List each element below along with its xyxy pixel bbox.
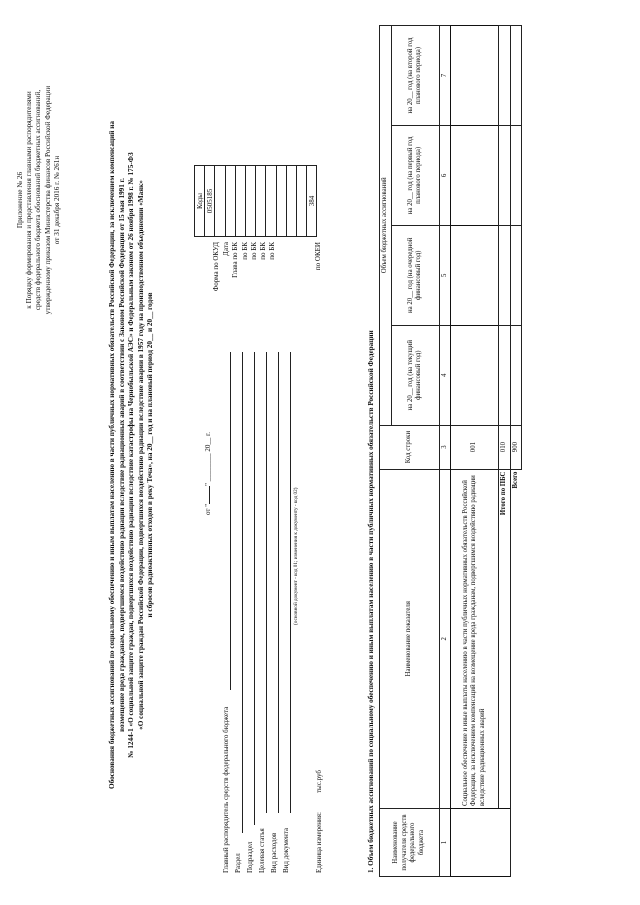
row-total-code: 900 [510,425,522,469]
codes-table [194,165,317,237]
row-total-pbs-value [499,26,511,126]
unit-label: Единица измерения: [315,812,323,873]
code-okei: 384 [307,166,317,237]
row-total-value [510,225,522,325]
field-target-item: Целевая статья [258,828,266,873]
label-bk: по БК [250,242,258,260]
cell-recipient [451,809,511,877]
field-document-type: Вид документа [282,827,290,873]
code-okud: 0505185 [205,166,215,237]
row-main-value [451,125,499,225]
label-bk: по БК [259,242,267,260]
code-bk [256,166,266,237]
date-prefix: от " [204,503,212,515]
row-total-value [510,325,522,425]
code-bk [266,166,276,237]
title-line: Обоснования бюджетных ассигнований по социальному обеспечению и иным выплатам населению в части публичных нормативных обязательств Российской Федерации, за исключением компенсаций на [108,121,116,789]
code-bk [245,166,255,237]
row-total-pbs-value [499,325,511,425]
field-line [290,352,291,813]
row-total-label: Всего [510,469,522,876]
row-main-value [451,26,499,126]
col-number: 6 [439,125,451,225]
row-total-value [510,26,522,126]
date-suffix: __ г. [204,431,212,445]
title-line: и сбросов радиоактивных отходов в реку Теча», на 20__ год и на плановый период 20__ и 20__ годов [146,292,155,618]
appendix-line: к Порядку формирования и представления главными распорядителями [25,91,34,309]
header-year-current: на 20__ год (на текущий финансовый год) [391,325,439,425]
header-code: Код строки [380,425,440,469]
unit-value: тыс.руб [315,770,323,793]
document-type-hint: (основной документ - код 01; изменения к документу - код 02) [293,487,299,625]
title-line: № 1244-1 «О социальной защите граждан, подвергшихся воздействию радиации вследствие катастрофы на Чернобыльской АЭС» и Федеральным законом от 26 ноября 1998 г. № 175-ФЗ [127,152,136,758]
label-okei: по ОКЕИ [314,242,322,271]
field-line [230,352,231,690]
label-bk: по БК [268,242,276,260]
row-main-code: 001 [451,425,499,469]
header-year-first: на 20__ год (на первый год планового периода) [391,125,439,225]
row-main-value [451,325,499,425]
col-number: 5 [439,225,451,325]
field-line [242,352,243,833]
row-total-pbs-value [499,125,511,225]
code-chapter [225,166,235,237]
label-date: Дата [222,242,230,256]
col-number: 2 [439,469,451,808]
header-volume: Объем бюджетных ассигнований [380,26,392,426]
field-expense-type: Вид расходов [270,832,278,873]
col-number: 1 [439,809,451,877]
field-line [266,352,267,813]
field-line [278,352,279,813]
label-chapter: Глава по БК [231,242,239,278]
field-section: Раздел [234,853,242,873]
appendix-line: от 31 декабря 2016 г. № 261н [52,155,61,245]
header-indicator: Наименование показателя [380,469,440,808]
date-line [204,432,212,515]
code-bk [235,166,245,237]
col-number: 4 [439,325,451,425]
field-main-manager: Главный распорядитель средств федерального бюджета [222,706,230,873]
codes-header: Коды [195,166,205,237]
appendix-line: Приложение № 26 [16,171,24,229]
code-empty [286,166,296,237]
code-empty [276,166,286,237]
document-title [108,30,156,880]
title-line: «О социальной защите граждан Российской Федерации, подвергшихся воздействию радиации вследствие аварии в 1957 году на производственном объединении «Маяк» [136,180,145,730]
row-main-label: Социальное обеспечение и иные выплаты населению в части публичных нормативных обязательств Российской Федерации, за исключением компенсаций на возмещение вреда гражданам, подвергшимся воздействию радиации вследствие радиационных аварий [451,469,499,808]
title-line: возмещение вреда гражданам, подвергшимся воздействию радиации вследствие радиационных аварий в соответствии с Законом Российской Федерации от 15 мая 1991 г. [117,178,126,732]
label-okud: Форма по ОКУД [212,242,220,292]
row-main-value [451,225,499,325]
header-year-next: на 20__ год (на очередной финансовый год) [391,225,439,325]
appendix-header [16,15,62,385]
code-date [215,166,225,237]
row-total-pbs-label: Итого по ПБС [499,469,511,808]
appendix-line: утвержденному приказом Министерства финансов Российской Федерации [43,85,52,315]
header-year-second: на 20__ год (на второй год планового периода) [391,26,439,126]
code-empty [296,166,306,237]
appendix-line: средств федерального бюджета обоснований бюджетных ассигнований, [34,89,43,311]
row-total-value [510,125,522,225]
col-number: 3 [439,425,451,469]
field-subsection: Подраздел [246,841,254,873]
label-bk: по БК [241,242,249,260]
section-title: 1. Объем бюджетных ассигнований по социальному обеспечению и иным выплатам населению в части публичных нормативных обязательств Российской Федерации [367,330,375,873]
row-total-pbs-value [499,225,511,325]
row-total-pbs-code: 010 [499,425,511,469]
header-recipient: Наименование получателя средств федерального бюджета [380,809,440,877]
date-mid: " ________ 20 [204,444,212,486]
col-number: 7 [439,26,451,126]
field-line [254,352,255,825]
main-table [379,25,522,877]
